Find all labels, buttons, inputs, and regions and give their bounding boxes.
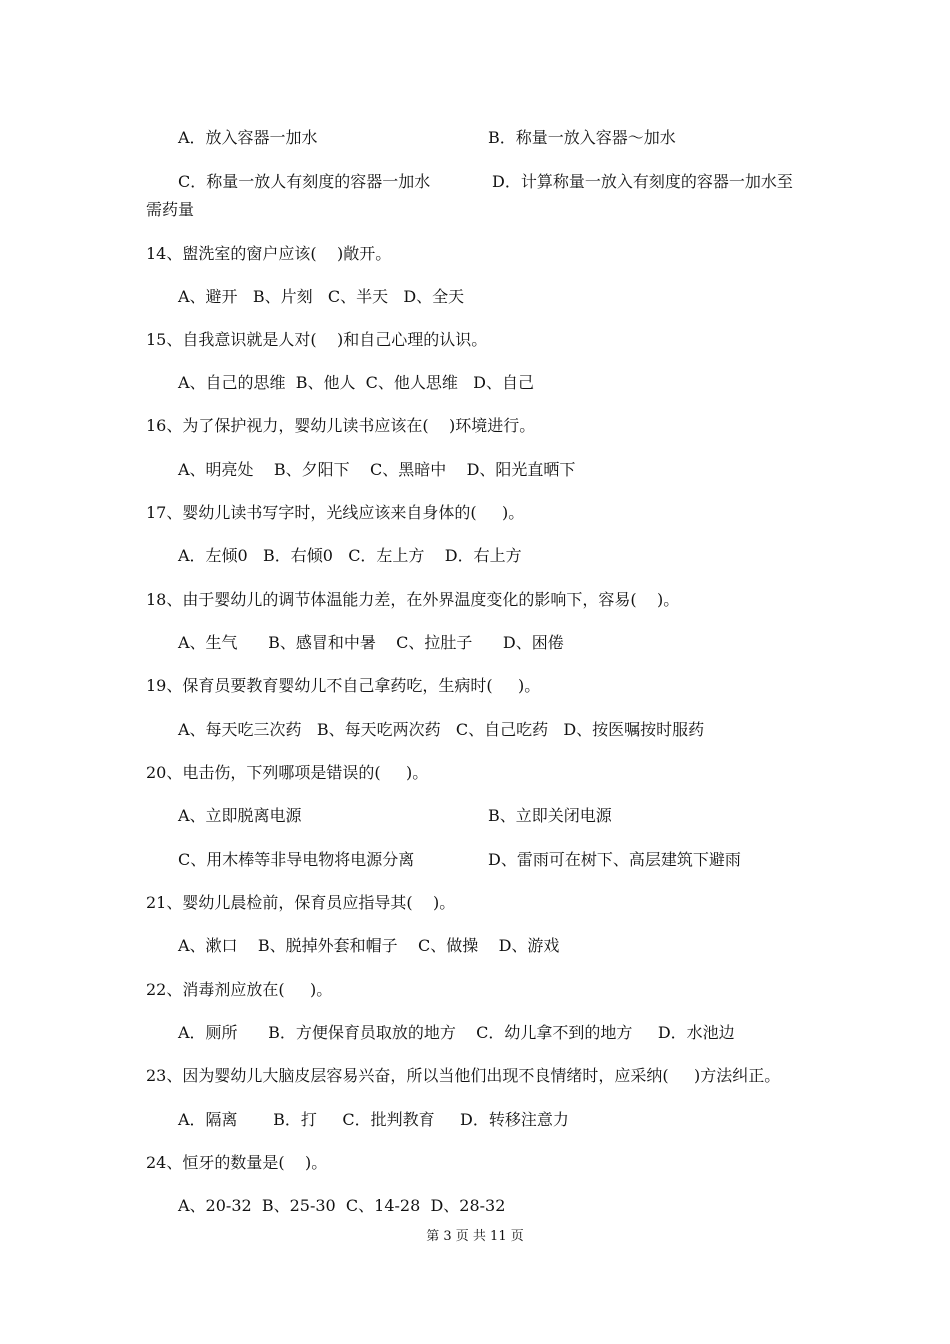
question-21: 21、婴幼儿晨检前，保育员应指导其( )。 — [146, 893, 456, 912]
question-19-options: A、每天吃三次药 B、每天吃两次药 C、自己吃药 D、按医嘱按时服药 — [178, 720, 705, 739]
question-18: 18、由于婴幼儿的调节体温能力差，在外界温度变化的影响下，容易( )。 — [146, 590, 680, 609]
question-20-option-c: C、用木棒等非导电物将电源分离 — [178, 850, 415, 869]
q13-option-d: D．计算称量一放入有刻度的容器一加水至 — [492, 172, 793, 191]
question-20-option-b: B、立即关闭电源 — [488, 806, 612, 825]
question-14-options: A、避开 B、片刻 C、半天 D、全天 — [178, 287, 465, 306]
question-20: 20、电击伤，下列哪项是错误的( )。 — [146, 763, 429, 782]
question-17-options: A．左倾0 B．右倾0 C．左上方 D．右上方 — [178, 546, 522, 565]
question-18-options: A、生气 B、感冒和中暑 C、拉肚子 D、困倦 — [178, 633, 564, 652]
q13-option-b: B．称量一放入容器～加水 — [488, 128, 676, 147]
question-23-options: A．隔离 B．打 C．批判教育 D．转移注意力 — [178, 1110, 569, 1129]
question-15-options: A、自己的思维 B、他人 C、他人思维 D、自己 — [178, 373, 534, 392]
question-21-options: A、漱口 B、脱掉外套和帽子 C、做操 D、游戏 — [178, 936, 560, 955]
question-14: 14、盥洗室的窗户应该( )敞开。 — [146, 244, 392, 263]
q13-option-d-continued: 需药量 — [146, 200, 195, 219]
question-20-option-a: A、立即脱离电源 — [178, 806, 302, 825]
question-24: 24、恒牙的数量是( )。 — [146, 1153, 328, 1172]
question-24-options: A、20-32 B、25-30 C、14-28 D、28-32 — [178, 1196, 506, 1215]
question-22-options: A．厕所 B．方便保育员取放的地方 C．幼儿拿不到的地方 D．水池边 — [178, 1023, 735, 1042]
question-23: 23、因为婴幼儿大脑皮层容易兴奋，所以当他们出现不良情绪时，应采纳( )方法纠正。 — [146, 1066, 781, 1085]
question-17: 17、婴幼儿读书写字时，光线应该来自身体的( )。 — [146, 503, 525, 522]
question-19: 19、保育员要教育婴幼儿不自己拿药吃，生病时( )。 — [146, 676, 541, 695]
question-16: 16、为了保护视力，婴幼儿读书应该在( )环境进行。 — [146, 416, 536, 435]
q13-option-c: C．称量一放人有刻度的容器一加水 — [178, 172, 431, 191]
question-20-option-d: D、雷雨可在树下、高层建筑下避雨 — [488, 850, 741, 869]
question-22: 22、消毒剂应放在( )。 — [146, 980, 333, 999]
question-16-options: A、明亮处 B、夕阳下 C、黑暗中 D、阳光直晒下 — [178, 460, 576, 479]
question-15: 15、自我意识就是人对( )和自己心理的认识。 — [146, 330, 488, 349]
q13-option-a: A．放入容器一加水 — [178, 128, 318, 147]
page-footer: 第 3 页 共 11 页 — [426, 1229, 524, 1244]
